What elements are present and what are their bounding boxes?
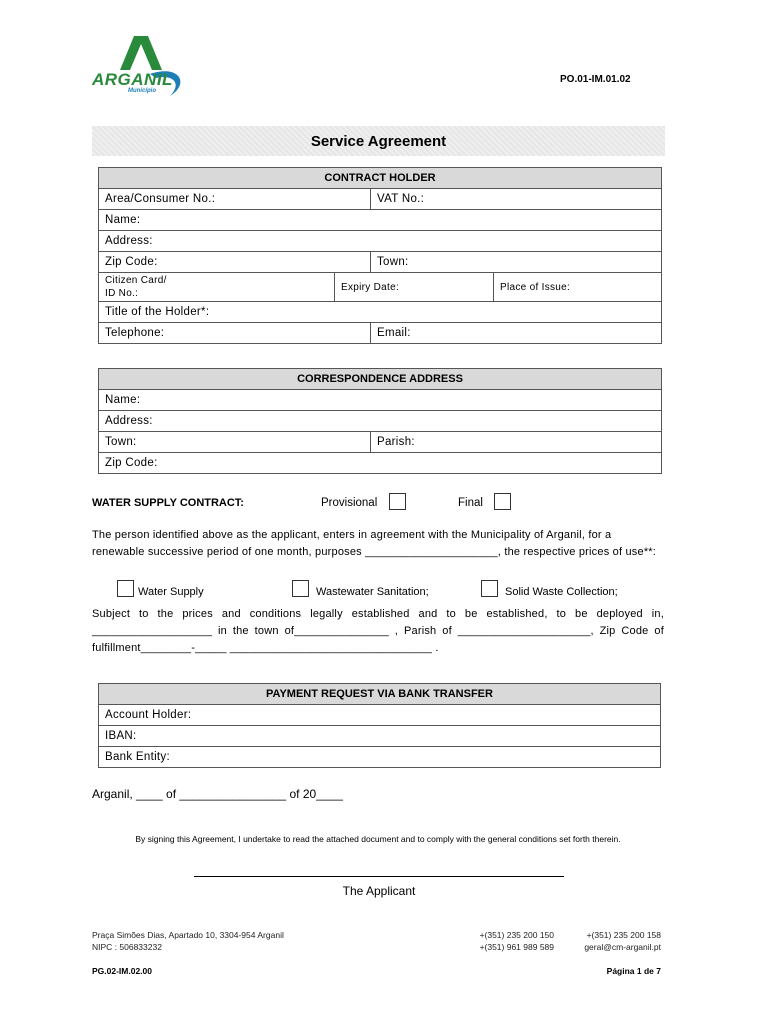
document-code: PO.01-IM.01.02 xyxy=(560,74,631,85)
wastewater-label: Wastewater Sanitation; xyxy=(316,586,429,598)
area-consumer-field[interactable]: Area/Consumer No.: xyxy=(99,189,371,210)
logo-subtitle: Município xyxy=(128,88,156,94)
page-title xyxy=(92,126,665,156)
bank-entity-field[interactable]: Bank Entity: xyxy=(99,747,661,768)
footer-phones xyxy=(472,929,554,953)
holder-zip-field[interactable]: Zip Code: xyxy=(99,252,371,273)
signature-line[interactable] xyxy=(194,876,564,877)
water-supply-contract-label: WATER SUPPLY CONTRACT: xyxy=(92,497,244,509)
solid-waste-label: Solid Waste Collection; xyxy=(505,586,618,598)
correspondence-heading: CORRESPONDENCE ADDRESS xyxy=(99,369,662,390)
correspondence-zip-field[interactable]: Zip Code: xyxy=(99,453,662,474)
citizen-card-label-1: Citizen Card/ xyxy=(105,275,167,286)
payment-table xyxy=(98,683,661,768)
correspondence-address-table xyxy=(98,368,662,474)
holder-title-field[interactable]: Title of the Holder*: xyxy=(99,302,662,323)
correspondence-town-field[interactable]: Town: xyxy=(99,432,371,453)
footer-nipc: NIPC : 506833232 xyxy=(92,942,162,952)
footer-doc-code: PG.02-IM.02.00 xyxy=(92,966,153,976)
correspondence-parish-field[interactable]: Parish: xyxy=(371,432,662,453)
final-checkbox[interactable] xyxy=(494,493,511,510)
contract-holder-heading: CONTRACT HOLDER xyxy=(99,168,662,189)
holder-name-field[interactable]: Name: xyxy=(99,210,662,231)
footer-phone-1: +(351) 235 200 150 xyxy=(479,930,554,940)
expiry-date-field[interactable]: Expiry Date: xyxy=(335,273,494,302)
payment-heading: PAYMENT REQUEST VIA BANK TRANSFER xyxy=(99,684,661,705)
holder-telephone-field[interactable]: Telephone: xyxy=(99,323,371,344)
agreement-paragraph: The person identified above as the applicant, enters in agreement with the Municipality of Arganil, for a renewable successive period of one month, purposes _____________________, the respective prices of use**: xyxy=(92,529,657,558)
wastewater-checkbox[interactable] xyxy=(292,580,309,597)
water-supply-checkbox[interactable] xyxy=(117,580,134,597)
footer-contacts xyxy=(566,929,661,953)
citizen-card-label-2: ID No.: xyxy=(105,288,139,299)
footer-address: Praça Simões Dias, Apartado 10, 3304-954 Arganil xyxy=(92,930,284,940)
solid-waste-checkbox[interactable] xyxy=(481,580,498,597)
logo-text: ARGANIL xyxy=(92,70,173,89)
date-line: Arganil, ____ of ________________ of 20____ xyxy=(92,787,343,801)
applicant-label: The Applicant xyxy=(342,884,416,898)
vat-field[interactable]: VAT No.: xyxy=(371,189,662,210)
citizen-card-field[interactable] xyxy=(99,273,335,302)
provisional-label: Provisional xyxy=(321,497,378,509)
holder-email-field[interactable]: Email: xyxy=(371,323,662,344)
place-of-issue-field[interactable]: Place of Issue: xyxy=(494,273,662,302)
signing-note: By signing this Agreement, I undertake to read the attached document and to comply with the general conditions set forth therein. xyxy=(135,834,621,844)
footer-phone-2: +(351) 961 989 589 xyxy=(479,942,554,952)
footer-email: geral@cm-arganil.pt xyxy=(584,942,661,952)
water-supply-label: Water Supply xyxy=(138,586,204,598)
provisional-checkbox[interactable] xyxy=(389,493,406,510)
correspondence-name-field[interactable]: Name: xyxy=(99,390,662,411)
terms-paragraph: Subject to the prices and conditions legally established and to be established, to be deployed in, ___________________ in the town of_______________ , Parish of _____________________, Zip Code of fulfillment________-_____ ________________________________ . xyxy=(92,608,664,654)
page-number: Página 1 de 7 xyxy=(606,966,661,976)
contract-holder-table xyxy=(98,167,662,344)
holder-town-field[interactable]: Town: xyxy=(371,252,662,273)
footer-address-block xyxy=(92,929,284,953)
footer-fax: +(351) 235 200 158 xyxy=(586,930,661,940)
iban-field[interactable]: IBAN: xyxy=(99,726,661,747)
page-title-text: Service Agreement xyxy=(310,132,447,150)
holder-address-field[interactable]: Address: xyxy=(99,231,662,252)
correspondence-address-field[interactable]: Address: xyxy=(99,411,662,432)
account-holder-field[interactable]: Account Holder: xyxy=(99,705,661,726)
final-label: Final xyxy=(458,497,483,509)
